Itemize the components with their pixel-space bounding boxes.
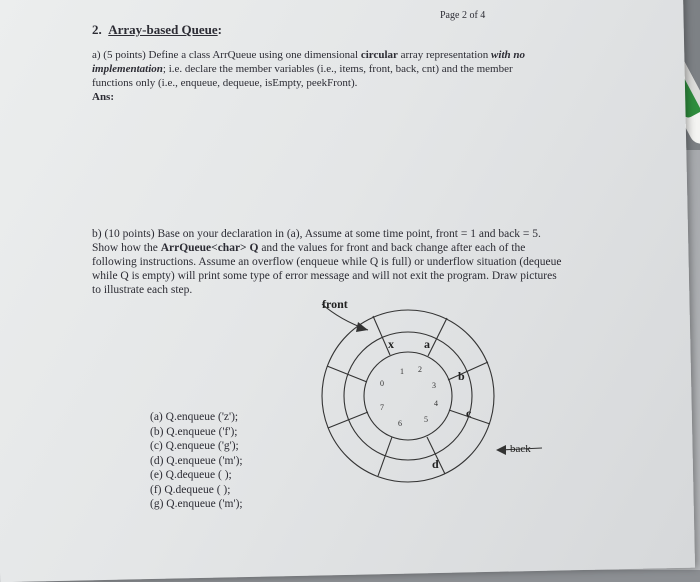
cell-value: b: [458, 369, 465, 383]
index-label: 3: [432, 381, 436, 390]
part-b-line-3: following instructions. Assume an overflow (enqueue while Q is full) or underflow situation (dequeue: [92, 256, 562, 268]
operation-item: (a) Q.enqueue ('z');: [150, 411, 239, 423]
index-label: 6: [398, 419, 402, 428]
index-label: 4: [434, 399, 438, 408]
operation-item: (e) Q.dequeue ( );: [150, 469, 232, 481]
part-a-implementation: implementation: [92, 63, 163, 75]
part-b-line2-post: and the values for front and back change after each of the: [258, 242, 526, 254]
part-a-line1-text: a) (5 points) Define a class ArrQueue using one dimensional: [92, 49, 361, 61]
index-label: 2: [418, 365, 422, 374]
part-b-line-2: [92, 242, 525, 254]
question-number: 2.: [92, 22, 102, 37]
operation-item: (c) Q.enqueue ('g');: [150, 440, 239, 452]
part-a-line-2: [92, 63, 513, 75]
middle-ring: [344, 332, 472, 460]
part-b-arrqueue-decl: ArrQueue<char> Q: [160, 242, 259, 254]
inner-ring: [364, 352, 452, 440]
operation-item: (f) Q.dequeue ( );: [150, 483, 231, 496]
cell-value: x: [388, 337, 394, 351]
part-b-line-1: b) (10 points) Base on your declaration in (a), Assume at some time point, front = 1 and back = 5.: [92, 228, 541, 240]
cell-value: d: [432, 457, 439, 471]
part-a-with-no: with no: [491, 49, 525, 61]
part-a-line-3: functions only (i.e., enqueue, dequeue, isEmpty, peekFront).: [92, 77, 358, 89]
outer-ring: [322, 310, 494, 482]
index-label: 7: [380, 403, 384, 412]
circular-array-diagram: [300, 292, 560, 492]
part-b-line-4: while Q is empty) will print some type of error message and will not exit the program. Draw pictures: [92, 270, 557, 282]
cell-value: c: [466, 406, 472, 420]
part-a-line2-text: ; i.e. declare the member variables (i.e., items, front, back, cnt) and the member: [162, 63, 513, 75]
title-colon: :: [217, 22, 223, 37]
question-title: Array-based Queue: [108, 22, 218, 37]
index-label: 0: [380, 379, 384, 388]
operation-item: (b) Q.enqueue ('f');: [150, 425, 238, 438]
answer-label: Ans:: [92, 91, 115, 103]
back-label: back: [510, 443, 531, 455]
front-label: front: [322, 297, 348, 311]
cell-value: a: [424, 337, 430, 351]
question-heading: [92, 22, 222, 38]
part-a-line-1: [92, 49, 525, 61]
part-b-line-5: to illustrate each step.: [92, 284, 193, 296]
operation-item: (d) Q.enqueue ('m');: [150, 454, 243, 467]
index-label: 5: [424, 415, 428, 424]
part-b-line2-pre: Show how the: [92, 242, 161, 254]
part-a-circular: circular: [360, 49, 398, 61]
operation-item: (g) Q.enqueue ('m');: [150, 498, 243, 510]
index-label: 1: [400, 367, 404, 376]
part-a-line1-mid: array representation: [397, 49, 492, 61]
page-number: Page 2 of 4: [440, 10, 486, 21]
operations-list: [150, 410, 243, 512]
